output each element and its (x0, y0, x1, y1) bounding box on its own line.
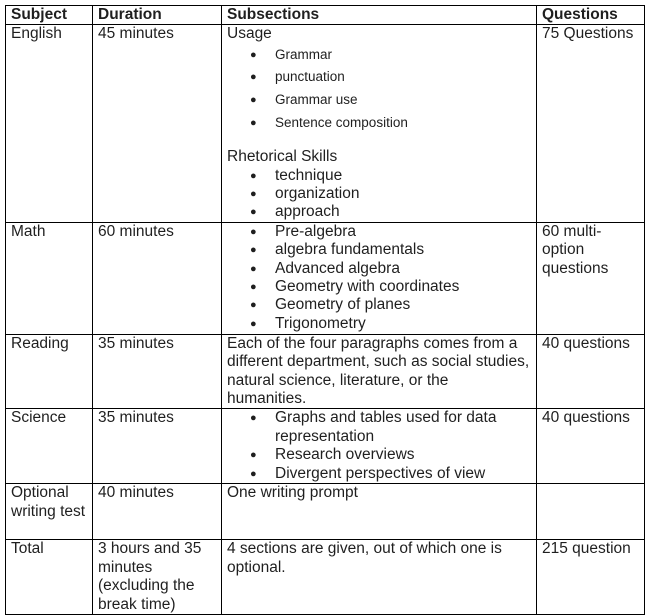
math-subject: Math (6, 222, 93, 334)
header-subject: Subject (6, 6, 93, 25)
science-list (227, 409, 531, 483)
header-duration: Duration (93, 6, 222, 25)
rhetorical-list (227, 167, 531, 222)
list-item: ● Trigonometry (227, 315, 531, 333)
list-item: ● Geometry with coordinates (227, 278, 531, 296)
list-item: ● Research overviews (227, 446, 531, 464)
writing-duration: 40 minutes (93, 484, 222, 540)
science-subject: Science (6, 409, 93, 484)
list-item: ● organization (227, 185, 531, 203)
math-duration: 60 minutes (93, 222, 222, 334)
english-questions: 75 Questions (537, 25, 645, 222)
list-item: ● punctuation (227, 66, 531, 89)
rhetorical-title: Rhetorical Skills (227, 148, 338, 166)
reading-subsections: Each of the four paragraphs comes from a different department, such as social studies, natural science, literature, or the humanities. (222, 334, 537, 409)
usage-list (227, 44, 531, 134)
english-subsections (222, 25, 537, 222)
science-questions: 40 questions (537, 409, 645, 484)
science-duration: 35 minutes (93, 409, 222, 484)
table-row-math (6, 222, 645, 334)
reading-questions: 40 questions (537, 334, 645, 409)
writing-questions (537, 484, 645, 540)
table-row-reading (6, 334, 645, 409)
list-item: ● Sentence composition (227, 112, 531, 135)
math-list (227, 223, 531, 333)
header-questions: Questions (537, 6, 645, 25)
list-item: ● technique (227, 167, 531, 185)
list-item: ● Divergent perspectives of view (227, 465, 531, 483)
table-row-total (6, 540, 645, 615)
writing-subsections: One writing prompt (222, 484, 537, 540)
science-subsections (222, 409, 537, 484)
reading-duration: 35 minutes (93, 334, 222, 409)
table-row-writing (6, 484, 645, 540)
list-item: ● Advanced algebra (227, 260, 531, 278)
total-subject: Total (6, 540, 93, 615)
list-item: ● Pre-algebra (227, 223, 531, 241)
list-item: ● algebra fundamentals (227, 241, 531, 259)
act-sections-table (5, 5, 645, 615)
math-questions: 60 multi-option questions (537, 222, 645, 334)
usage-title: Usage (227, 25, 272, 43)
total-duration: 3 hours and 35 minutes (excluding the break time) (93, 540, 222, 615)
reading-subject: Reading (6, 334, 93, 409)
list-item: ● Grammar (227, 44, 531, 67)
table-row-english (6, 25, 645, 222)
list-item: ● Grammar use (227, 89, 531, 112)
math-subsections (222, 222, 537, 334)
list-item: ● Graphs and tables used for data representation (227, 409, 531, 446)
table-row-science (6, 409, 645, 484)
header-row (6, 6, 645, 25)
english-duration: 45 minutes (93, 25, 222, 222)
english-subject: English (6, 25, 93, 222)
list-item: ● Geometry of planes (227, 296, 531, 314)
total-subsections: 4 sections are given, out of which one is optional. (222, 540, 537, 615)
total-questions: 215 question (537, 540, 645, 615)
list-item: ● approach (227, 203, 531, 221)
writing-subject: Optional writing test (6, 484, 93, 540)
header-subsections: Subsections (222, 6, 537, 25)
